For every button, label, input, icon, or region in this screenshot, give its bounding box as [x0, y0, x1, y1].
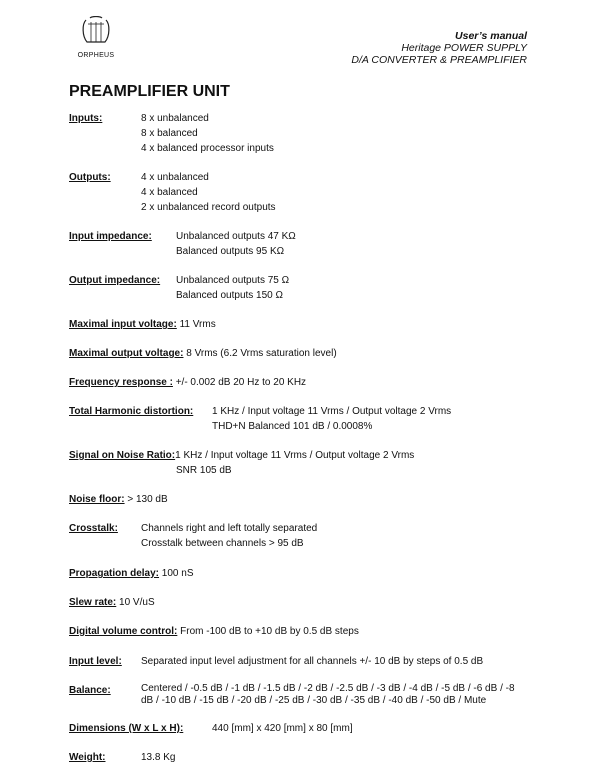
header-line-1: User’s manual — [455, 30, 527, 42]
spec-value: Balanced outputs 150 Ω — [176, 290, 283, 301]
document-header — [351, 30, 527, 66]
spec-crosstalk — [69, 521, 318, 549]
spec-label: Input impedance: — [69, 231, 152, 242]
spec-label: Weight: — [69, 752, 106, 763]
spec-value: 10 V/uS — [119, 597, 155, 608]
spec-label: Input level: — [69, 656, 122, 667]
spec-label: Output impedance: — [69, 275, 161, 286]
spec-value: 8 Vrms (6.2 Vrms saturation level) — [186, 348, 337, 359]
page-title: PREAMPLIFIER UNIT — [69, 83, 230, 100]
spec-label: Inputs: — [69, 113, 103, 124]
spec-label: Frequency response : — [69, 377, 173, 388]
spec-label: Maximal input voltage: — [69, 319, 177, 330]
spec-input-impedance — [69, 229, 296, 257]
spec-value: Centered / -0.5 dB / -1 dB / -1.5 dB / -2 dB / -2.5 dB / -3 dB / -4 dB / -5 dB / -6 dB / -8 dB / -10 dB / -15 dB / -20 dB / -25 dB / -30 dB / -35 dB / -40 dB / -50 dB / Mute — [141, 683, 515, 706]
header-line-2: Heritage POWER SUPPLY — [401, 42, 527, 54]
spec-input-level — [69, 654, 484, 669]
spec-value: 100 nS — [161, 568, 194, 579]
spec-value: 1 KHz / Input voltage 11 Vrms / Output voltage 2 Vrms — [175, 450, 415, 461]
spec-value: 8 x unbalanced — [141, 113, 209, 124]
spec-value: 4 x balanced — [141, 187, 198, 198]
spec-label: Dimensions (W x L x H): — [69, 723, 184, 734]
spec-value: 8 x balanced — [141, 128, 198, 139]
spec-label: Total Harmonic distortion: — [69, 406, 194, 417]
spec-weight — [69, 750, 176, 765]
logo-text: ORPHEUS — [77, 52, 115, 59]
spec-frequency-response — [69, 375, 306, 390]
spec-value: 1 KHz / Input voltage 11 Vrms / Output voltage 2 Vrms — [212, 406, 452, 417]
orpheus-logo — [72, 16, 120, 62]
spec-value: +/- 0.002 dB 20 Hz to 20 KHz — [175, 377, 307, 388]
spec-value: Unbalanced outputs 47 KΩ — [176, 231, 296, 242]
spec-value: Channels right and left totally separated — [141, 523, 318, 534]
spec-value: 4 x balanced processor inputs — [141, 143, 274, 154]
spec-value: 440 [mm] x 420 [mm] x 80 [mm] — [212, 723, 353, 734]
spec-snr — [69, 448, 414, 478]
spec-value: 4 x unbalanced — [141, 172, 209, 183]
spec-balance — [69, 683, 515, 706]
spec-noise-floor — [69, 492, 168, 507]
spec-label: Slew rate: — [69, 597, 117, 608]
header-line-3: D/A CONVERTER & PREAMPLIFIER — [351, 54, 527, 66]
spec-dimensions — [69, 721, 353, 736]
spec-label: Digital volume control: — [69, 626, 178, 637]
spec-value: THD+N Balanced 101 dB / 0.0008% — [212, 421, 373, 432]
spec-value: 13.8 Kg — [141, 752, 176, 763]
spec-label: Balance: — [69, 685, 111, 696]
spec-label: Signal on Noise Ratio: — [69, 450, 176, 461]
spec-value: Crosstalk between channels > 95 dB — [141, 538, 304, 549]
spec-value: Balanced outputs 95 KΩ — [176, 246, 285, 257]
spec-value: SNR 105 dB — [176, 465, 232, 476]
spec-value: 2 x unbalanced record outputs — [141, 202, 276, 213]
spec-inputs — [69, 111, 274, 154]
spec-value: Separated input level adjustment for all channels +/- 10 dB by steps of 0.5 dB — [141, 656, 484, 667]
spec-label: Outputs: — [69, 172, 111, 183]
spec-thd — [69, 404, 452, 432]
spec-slew-rate — [69, 595, 155, 610]
spec-value: From -100 dB to +10 dB by 0.5 dB steps — [180, 626, 359, 637]
spec-label: Propagation delay: — [69, 568, 160, 579]
spec-label: Maximal output voltage: — [69, 348, 184, 359]
spec-max-output-voltage — [69, 346, 337, 361]
spec-value: 11 Vrms — [179, 319, 216, 330]
spec-propagation-delay — [69, 566, 194, 581]
spec-outputs — [69, 170, 276, 213]
spec-volume-control — [69, 624, 359, 639]
lyre-icon — [80, 16, 112, 50]
spec-max-input-voltage — [69, 317, 216, 332]
spec-label: Crosstalk: — [69, 523, 118, 534]
spec-value: Unbalanced outputs 75 Ω — [176, 275, 290, 286]
spec-output-impedance — [69, 273, 290, 301]
spec-value: > 130 dB — [127, 494, 168, 505]
spec-label: Noise floor: — [69, 494, 125, 505]
